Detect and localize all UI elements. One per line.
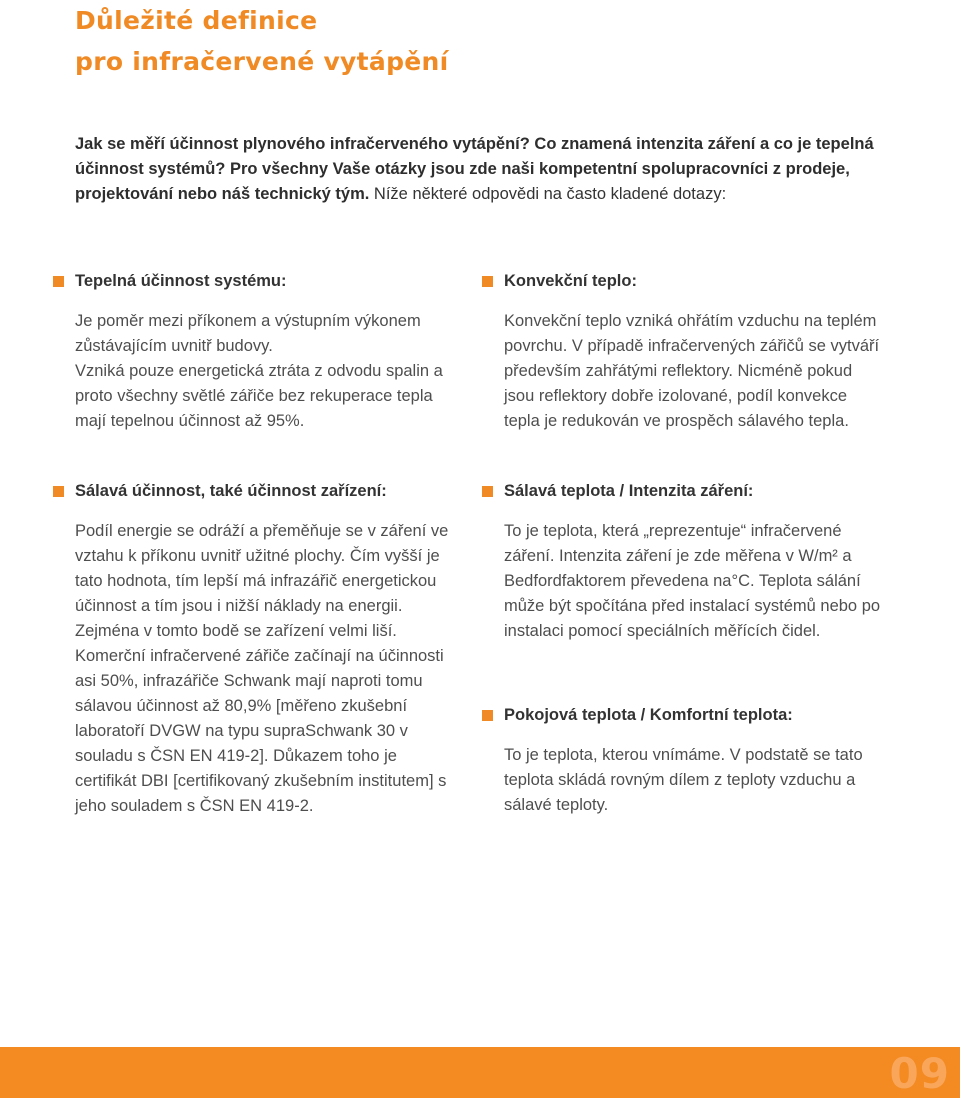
page-title (75, 0, 449, 82)
paragraph: Je poměr mezi příkonem a výstupním výkonem zůstávajícím uvnitř budovy. (75, 312, 421, 355)
paragraph: To je teplota, kterou vnímáme. V podstatě se tato teplota skládá rovným dílem z teploty vzduchu a sálavé teploty. (504, 746, 863, 814)
section-body (75, 519, 457, 819)
footer-bar (0, 1047, 960, 1098)
section-salava-ucinnost (75, 480, 457, 819)
heading-text: Tepelná účinnost systému: (75, 272, 287, 290)
square-bullet-icon (482, 276, 493, 287)
title-line-2: pro infračervené vytápění (75, 47, 449, 76)
square-bullet-icon (482, 486, 493, 497)
section-body (504, 309, 884, 434)
paragraph: Konvekční teplo vzniká ohřátím vzduchu na teplém povrchu. V případě infračervených zářičů se vytváří především zahřátými reflektory. Nicméně pokud jsou reflektory dobře izolované, podíl konvekce tepla je redukován ve prospěch sálavého tepla. (504, 312, 880, 430)
section-body (504, 519, 886, 644)
square-bullet-icon (53, 486, 64, 497)
page-number: 09 (889, 1049, 950, 1098)
paragraph: Podíl energie se odráží a přeměňuje se v záření ve vztahu k příkonu uvnitř užitné plochy. Čím vyšší je tato hodnota, tím lepší má infrazářič energetickou účinnost a tím jsou i nižší náklady na energii. Zejména v tomto bodě se zařízení velmi liší. Komerční infračervené zářiče začínají na účinnosti asi 50%, infrazářiče Schwank mají naproti tomu sálavou účinnost až 80,9% [měřeno zkušební laboratoří DVGW na typu supraSchwank 30 v souladu s ČSN EN 419-2]. Důkazem toho je certifikát DBI [certifikovaný zkušebním institutem] s jeho souladem s ČSN EN 419-2. (75, 522, 449, 815)
intro-bold-text: Jak se měří účinnost plynového infračerveného vytápění? Co znamená intenzita záření a co je tepelná účinnost systémů? Pro všechny Vaše otázky jsou zde naši kompetentní spolupracovníci z prodeje, projektování nebo náš technický tým. (75, 135, 874, 203)
section-heading (482, 480, 886, 502)
section-tepelna-ucinnost (75, 270, 460, 434)
heading-text: Pokojová teplota / Komfortní teplota: (504, 706, 793, 724)
section-body (504, 743, 884, 818)
intro-paragraph (75, 132, 875, 207)
section-heading (53, 270, 460, 292)
paragraph: To je teplota, která „reprezentuje“ infračervené záření. Intenzita záření je zde měřena v W/m² a Bedfordfaktorem převedena na°C. Teplota sálání může být spočítána před instalací systémů nebo po instalaci pomocí speciálních měřících čidel. (504, 522, 881, 640)
section-heading (53, 480, 457, 502)
section-konvekcni-teplo (504, 270, 884, 434)
heading-text: Sálavá účinnost, také účinnost zařízení: (75, 482, 387, 500)
section-pokojova-teplota (504, 704, 884, 818)
heading-text: Sálavá teplota / Intenzita záření: (504, 482, 754, 500)
heading-text: Konvekční teplo: (504, 272, 637, 290)
section-heading (482, 704, 884, 726)
section-heading (482, 270, 884, 292)
square-bullet-icon (53, 276, 64, 287)
intro-regular-text: Níže některé odpovědi na často kladené dotazy: (369, 185, 727, 203)
square-bullet-icon (482, 710, 493, 721)
title-line-1: Důležité definice (75, 6, 318, 35)
section-salava-teplota (504, 480, 886, 644)
section-body (75, 309, 460, 434)
paragraph: Vzniká pouze energetická ztráta z odvodu spalin a proto všechny světlé zářiče bez rekuperace tepla mají tepelnou účinnost až 95%. (75, 362, 443, 430)
